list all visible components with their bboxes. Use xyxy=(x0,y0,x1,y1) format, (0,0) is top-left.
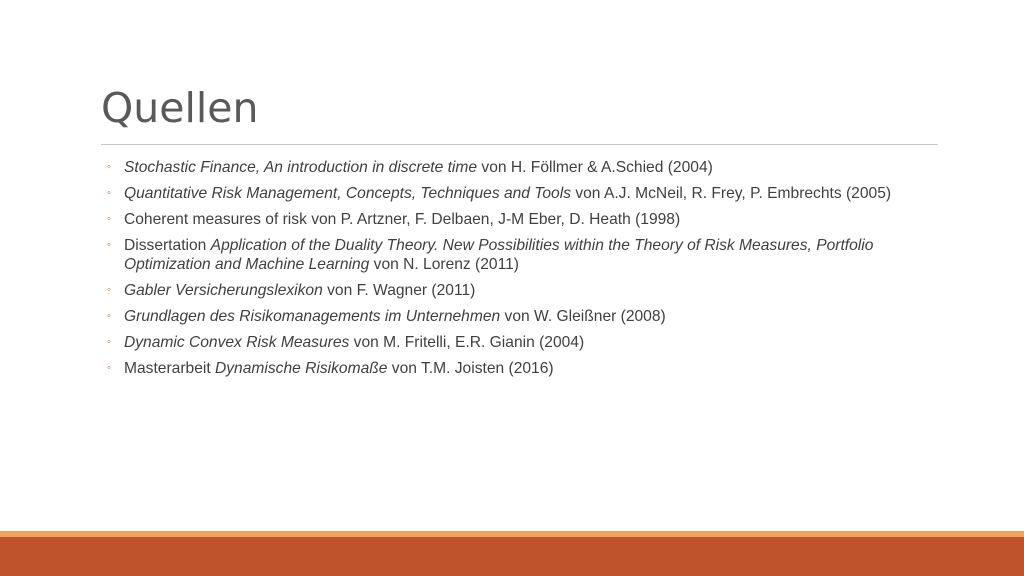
bullet-icon: ◦ xyxy=(107,239,111,251)
reference-list xyxy=(106,158,926,385)
slide-title: Quellen xyxy=(101,84,259,132)
item-text: Coherent measures of risk von P. Artzner, F. Delbaen, J-M Eber, D. Heath (1998) xyxy=(124,211,681,228)
bullet-icon: ◦ xyxy=(107,187,111,199)
list-item xyxy=(106,307,926,326)
item-prefix: Masterarbeit xyxy=(124,360,215,377)
bullet-icon: ◦ xyxy=(107,213,111,225)
item-title: Dynamic Convex Risk Measures xyxy=(124,334,350,351)
item-suffix: von M. Fritelli, E.R. Gianin (2004) xyxy=(349,334,585,351)
item-suffix: von T.M. Joisten (2016) xyxy=(387,360,554,377)
item-title: Dynamische Risikomaße xyxy=(215,360,388,377)
bullet-icon: ◦ xyxy=(107,336,111,348)
bullet-icon: ◦ xyxy=(107,362,111,374)
item-title: Gabler Versicherungslexikon xyxy=(124,282,323,299)
list-item xyxy=(106,359,926,378)
item-suffix: von W. Gleißner (2008) xyxy=(500,308,666,325)
item-title: Quantitative Risk Management, Concepts, Techniques and Tools xyxy=(124,185,571,202)
item-suffix: von F. Wagner (2011) xyxy=(322,282,476,299)
bullet-icon: ◦ xyxy=(107,161,111,173)
list-item xyxy=(106,158,926,177)
list-item xyxy=(106,184,926,203)
item-suffix: von N. Lorenz (2011) xyxy=(369,256,519,273)
item-suffix: von H. Föllmer & A.Schied (2004) xyxy=(477,159,713,176)
item-title: Stochastic Finance, An introduction in discrete time xyxy=(124,159,478,176)
bullet-icon: ◦ xyxy=(107,310,111,322)
item-prefix: Dissertation xyxy=(124,237,211,254)
list-item xyxy=(106,210,926,229)
title-divider xyxy=(101,144,938,145)
list-item xyxy=(106,333,926,352)
item-title: Grundlagen des Risikomanagements im Unternehmen xyxy=(124,308,501,325)
list-item xyxy=(106,236,926,274)
list-item xyxy=(106,281,926,300)
item-suffix: von A.J. McNeil, R. Frey, P. Embrechts (2005) xyxy=(571,185,892,202)
footer-band xyxy=(0,537,1024,576)
item-title: Application of the Duality Theory. New Possibilities within the Theory of Risk Measures, Portfolio Optimization and Machine Learning xyxy=(124,237,874,273)
bullet-icon: ◦ xyxy=(107,284,111,296)
